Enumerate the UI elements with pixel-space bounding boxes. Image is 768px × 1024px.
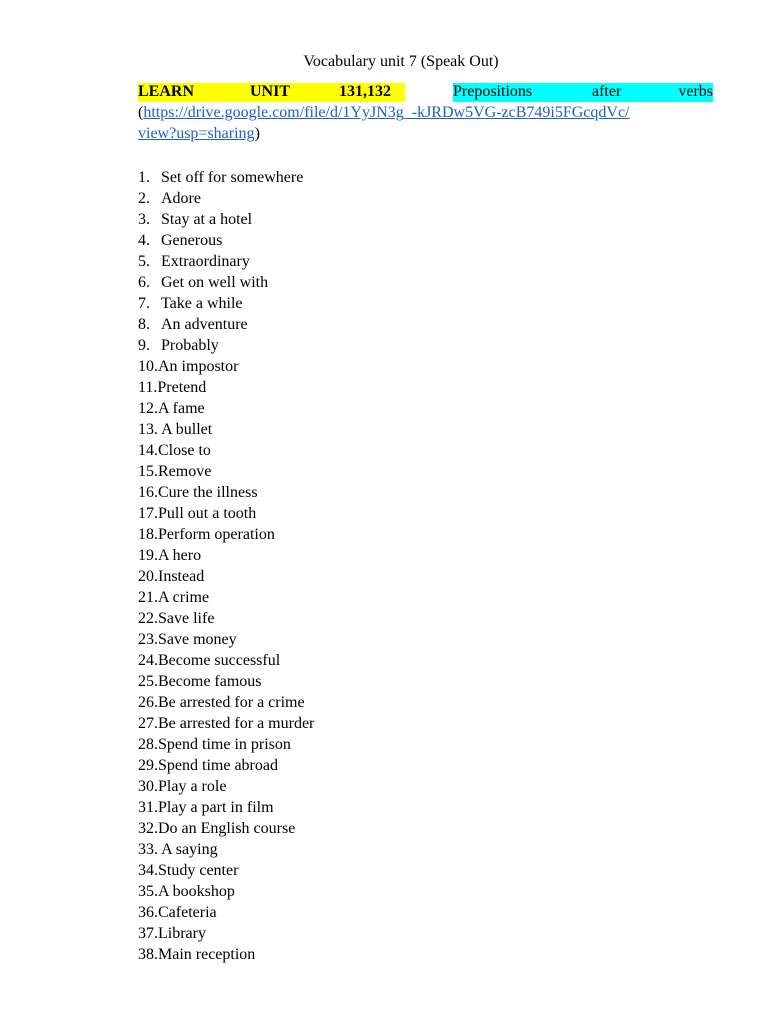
item-number: 30. [138,778,158,795]
item-text: Do an English course [158,820,296,837]
list-item [138,251,314,272]
list-item [138,419,314,440]
item-number: 20. [138,568,158,585]
item-number: 34. [138,862,158,879]
item-number: 4. [138,232,150,249]
item-number: 29. [138,757,158,774]
item-number: 37. [138,925,158,942]
item-number: 25. [138,673,158,690]
drive-link-part-1[interactable]: https://drive.google.com/file/d/1YyJN3g_-kJRDw5VG-zcB749i5FGcqdVc/ [143,104,630,121]
item-text: Main reception [158,946,256,963]
item-number: 32. [138,820,158,837]
item-text: A crime [158,589,210,606]
item-text: Perform operation [158,526,275,543]
item-text: An impostor [158,358,239,375]
list-item [138,944,314,965]
item-number: 11. [138,379,158,396]
list-item [138,398,314,419]
learn-word: LEARN [138,83,195,100]
item-number: 12. [138,400,158,417]
item-text: Play a part in film [158,799,274,816]
item-text: Close to [158,442,211,459]
item-text: Study center [158,862,239,879]
list-item [138,188,314,209]
item-text: Save money [158,631,237,648]
list-item [138,818,314,839]
item-text: Generous [161,232,223,249]
item-text: Adore [161,190,201,207]
item-text: A saying [158,841,218,858]
item-number: 33. [138,841,158,858]
list-item [138,776,314,797]
item-text: Remove [158,463,212,480]
link-line-1 [138,103,630,123]
item-text: Be arrested for a murder [158,715,315,732]
item-text: Be arrested for a crime [158,694,305,711]
learn-instruction-line [138,82,713,102]
list-item [138,272,314,293]
item-text: A fame [158,400,205,417]
item-number: 7. [138,295,150,312]
item-number: 19. [138,547,158,564]
list-item [138,734,314,755]
item-number: 28. [138,736,158,753]
list-item [138,881,314,902]
item-number: 22. [138,610,158,627]
item-text: Pretend [157,379,207,396]
item-text: Spend time abroad [158,757,278,774]
item-number: 13. [138,421,158,438]
list-item [138,671,314,692]
list-item [138,650,314,671]
link-line-2 [138,124,260,144]
list-item [138,461,314,482]
item-text: Save life [158,610,215,627]
list-item [138,503,314,524]
list-item [138,293,314,314]
item-number: 35. [138,883,158,900]
verbs-word: verbs [678,83,713,100]
close-paren: ) [254,125,260,142]
list-item [138,356,314,377]
item-text: Instead [158,568,205,585]
item-number: 14. [138,442,158,459]
list-item [138,230,314,251]
item-number: 27. [138,715,158,732]
item-number: 6. [138,274,150,291]
item-text: Spend time in prison [158,736,291,753]
item-number: 31. [138,799,158,816]
list-item [138,335,314,356]
item-number: 10. [138,358,158,375]
vocabulary-list [138,167,314,965]
item-text: Cure the illness [158,484,258,501]
item-number: 24. [138,652,158,669]
item-text: Stay at a hotel [161,211,253,228]
item-text: Set off for somewhere [161,169,304,186]
list-item [138,713,314,734]
item-number: 3. [138,211,150,228]
list-item [138,860,314,881]
item-text: Play a role [158,778,227,795]
item-number: 2. [138,190,150,207]
page-title: Vocabulary unit 7 (Speak Out) [303,53,499,70]
item-text: Get on well with [161,274,269,291]
item-text: A bullet [158,421,213,438]
open-paren: ( [138,104,144,121]
item-text: Take a while [161,295,243,312]
item-text: Extraordinary [161,253,250,270]
item-number: 17. [138,505,158,522]
list-item [138,692,314,713]
item-number: 21. [138,589,158,606]
list-item [138,482,314,503]
list-item [138,923,314,944]
item-text: Become famous [158,673,262,690]
item-number: 8. [138,316,150,333]
list-item [138,629,314,650]
item-text: Become successful [158,652,281,669]
list-item [138,209,314,230]
list-item [138,902,314,923]
list-item [138,524,314,545]
list-item [138,440,314,461]
list-item [138,314,314,335]
unit-numbers: 131,132 [339,83,391,100]
item-number: 18. [138,526,158,543]
item-number: 26. [138,694,158,711]
item-text: Pull out a tooth [158,505,257,522]
item-number: 36. [138,904,158,921]
item-number: 15. [138,463,158,480]
drive-link-part-2[interactable]: view?usp=sharing [138,125,255,142]
item-text: An adventure [161,316,248,333]
list-item [138,608,314,629]
item-text: A hero [158,547,202,564]
list-item [138,167,314,188]
item-text: A bookshop [158,883,235,900]
list-item [138,377,314,398]
list-item [138,839,314,860]
list-item [138,566,314,587]
item-number: 5. [138,253,150,270]
after-word: after [592,83,622,100]
item-text: Probably [161,337,219,354]
list-item [138,755,314,776]
list-item [138,545,314,566]
prepositions-word: Prepositions [453,83,533,100]
item-text: Cafeteria [158,904,217,921]
item-number: 23. [138,631,158,648]
unit-word: UNIT [250,83,291,100]
list-item [138,797,314,818]
item-number: 1. [138,169,150,186]
item-number: 16. [138,484,158,501]
item-number: 9. [138,337,150,354]
list-item [138,587,314,608]
item-number: 38. [138,946,158,963]
item-text: Library [158,925,206,942]
